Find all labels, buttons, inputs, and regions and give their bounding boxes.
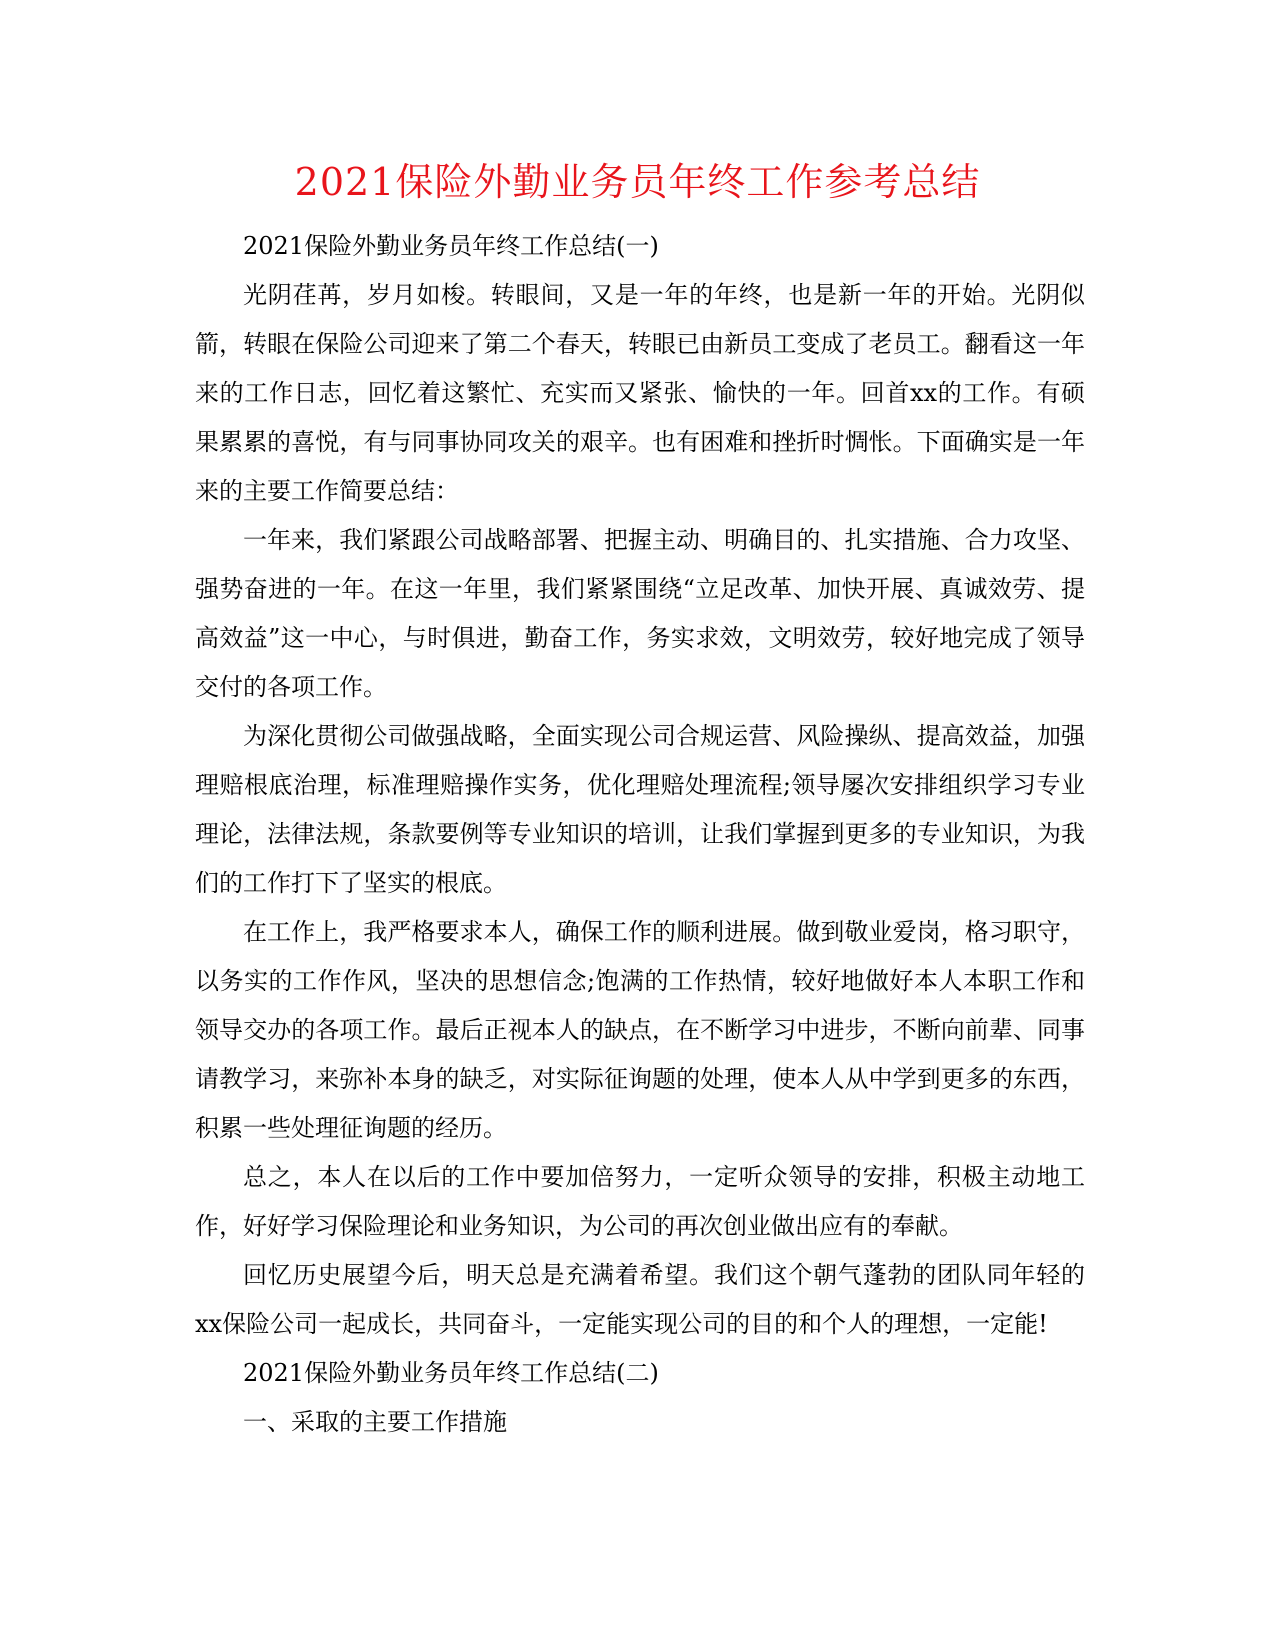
document-body — [195, 222, 1085, 1447]
paragraph-6: 回忆历史展望今后，明天总是充满着希望。我们这个朝气蓬勃的团队同年轻的xx保险公司一起成长，共同奋斗，一定能实现公司的目的和个人的理想，一定能! — [195, 1261, 1085, 1338]
section-heading-2: 2021保险外勤业务员年终工作总结(二) — [243, 1359, 659, 1387]
paragraph-2: 一年来，我们紧跟公司战略部署、把握主动、明确目的、扎实措施、合力攻坚、强势奋进的一年。在这一年里，我们紧紧围绕“立足改革、加快开展、真诚效劳、提高效益”这一中心，与时俱进，勤奋工作，务实求效，文明效劳，较好地完成了领导交付的各项工作。 — [195, 526, 1085, 701]
document-title: 2021保险外勤业务员年终工作参考总结 — [294, 160, 981, 204]
subsection-heading-1: 一、采取的主要工作措施 — [243, 1408, 507, 1436]
section-heading-1: 2021保险外勤业务员年终工作总结(一) — [243, 232, 659, 260]
paragraph-3: 为深化贯彻公司做强战略，全面实现公司合规运营、风险操纵、提高效益，加强理赔根底治理，标准理赔操作实务，优化理赔处理流程;领导屡次安排组织学习专业理论，法律法规，条款要例等专业知识的培训，让我们掌握到更多的专业知识，为我们的工作打下了坚实的根底。 — [195, 722, 1085, 897]
paragraph-1: 光阴荏苒，岁月如梭。转眼间，又是一年的年终，也是新一年的开始。光阴似箭，转眼在保险公司迎来了第二个春天，转眼已由新员工变成了老员工。翻看这一年来的工作日志，回忆着这繁忙、充实而又紧张、愉快的一年。回首xx的工作。有硕果累累的喜悦，有与同事协同攻关的艰辛。也有困难和挫折时惆怅。下面确实是一年来的主要工作简要总结： — [195, 281, 1085, 505]
paragraph-5: 总之，本人在以后的工作中要加倍努力，一定听众领导的安排，积极主动地工作，好好学习保险理论和业务知识，为公司的再次创业做出应有的奉献。 — [195, 1163, 1085, 1240]
paragraph-4: 在工作上，我严格要求本人，确保工作的顺利进展。做到敬业爱岗，格习职守，以务实的工作作风，坚决的思想信念;饱满的工作热情，较好地做好本人本职工作和领导交办的各项工作。最后正视本人的缺点，在不断学习中进步，不断向前辈、同事请教学习，来弥补本身的缺乏，对实际征询题的处理，使本人从中学到更多的东西，积累一些处理征询题的经历。 — [195, 918, 1085, 1142]
